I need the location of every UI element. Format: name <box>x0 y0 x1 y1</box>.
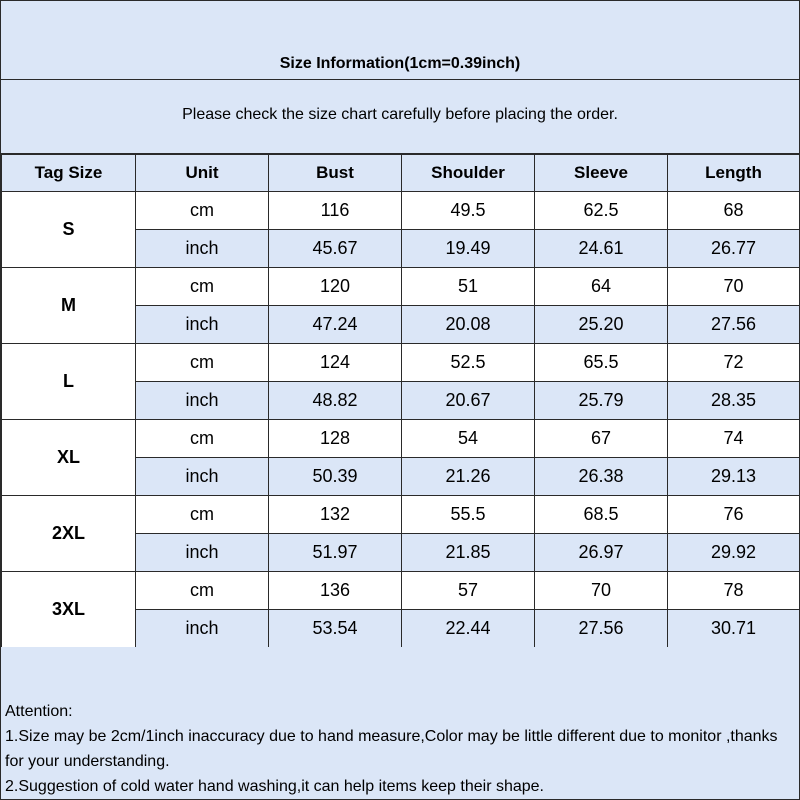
length-cell: 27.56 <box>668 306 800 344</box>
length-cell: 30.71 <box>668 610 800 648</box>
shoulder-cell: 51 <box>402 268 535 306</box>
header-unit: Unit <box>136 155 269 192</box>
tag-size-cell: L <box>2 344 136 420</box>
unit-cell: cm <box>136 192 269 230</box>
sleeve-cell: 62.5 <box>535 192 668 230</box>
sleeve-cell: 27.56 <box>535 610 668 648</box>
attention-notes <box>1 647 799 799</box>
length-cell: 72 <box>668 344 800 382</box>
bust-cell: 47.24 <box>269 306 402 344</box>
shoulder-cell: 52.5 <box>402 344 535 382</box>
table-row <box>2 572 800 610</box>
tag-size-cell: XL <box>2 420 136 496</box>
title-row <box>1 1 799 80</box>
shoulder-cell: 57 <box>402 572 535 610</box>
unit-cell: cm <box>136 268 269 306</box>
notes-line-2: 2.Suggestion of cold water hand washing,it can help items keep their shape. <box>5 778 544 795</box>
table-header-row <box>2 155 800 192</box>
unit-cell: cm <box>136 572 269 610</box>
subtitle-row <box>1 80 799 154</box>
unit-cell: cm <box>136 344 269 382</box>
bust-cell: 136 <box>269 572 402 610</box>
sleeve-cell: 26.38 <box>535 458 668 496</box>
notes-heading: Attention: <box>5 703 73 720</box>
tag-size-cell: M <box>2 268 136 344</box>
sleeve-cell: 26.97 <box>535 534 668 572</box>
bust-cell: 45.67 <box>269 230 402 268</box>
table-row <box>2 420 800 458</box>
unit-cell: cm <box>136 420 269 458</box>
shoulder-cell: 54 <box>402 420 535 458</box>
shoulder-cell: 19.49 <box>402 230 535 268</box>
length-cell: 28.35 <box>668 382 800 420</box>
size-table <box>1 154 800 648</box>
header-shoulder: Shoulder <box>402 155 535 192</box>
sleeve-cell: 67 <box>535 420 668 458</box>
chart-subtitle: Please check the size chart carefully before placing the order. <box>182 106 618 123</box>
table-row <box>2 344 800 382</box>
tag-size-cell: 3XL <box>2 572 136 648</box>
bust-cell: 120 <box>269 268 402 306</box>
unit-cell: inch <box>136 610 269 648</box>
unit-cell: inch <box>136 382 269 420</box>
tag-size-cell: S <box>2 192 136 268</box>
bust-cell: 132 <box>269 496 402 534</box>
bust-cell: 116 <box>269 192 402 230</box>
bust-cell: 50.39 <box>269 458 402 496</box>
shoulder-cell: 20.67 <box>402 382 535 420</box>
sleeve-cell: 65.5 <box>535 344 668 382</box>
length-cell: 26.77 <box>668 230 800 268</box>
header-tag-size: Tag Size <box>2 155 136 192</box>
shoulder-cell: 21.85 <box>402 534 535 572</box>
notes-line-1: 1.Size may be 2cm/1inch inaccuracy due to hand measure,Color may be little different due to monitor ,thanks for your understanding. <box>5 728 778 770</box>
bust-cell: 128 <box>269 420 402 458</box>
header-bust: Bust <box>269 155 402 192</box>
sleeve-cell: 64 <box>535 268 668 306</box>
length-cell: 29.92 <box>668 534 800 572</box>
shoulder-cell: 20.08 <box>402 306 535 344</box>
sleeve-cell: 68.5 <box>535 496 668 534</box>
length-cell: 76 <box>668 496 800 534</box>
sleeve-cell: 24.61 <box>535 230 668 268</box>
table-row <box>2 496 800 534</box>
tag-size-cell: 2XL <box>2 496 136 572</box>
unit-cell: inch <box>136 230 269 268</box>
shoulder-cell: 21.26 <box>402 458 535 496</box>
length-cell: 78 <box>668 572 800 610</box>
bust-cell: 48.82 <box>269 382 402 420</box>
table-row <box>2 268 800 306</box>
unit-cell: inch <box>136 534 269 572</box>
length-cell: 74 <box>668 420 800 458</box>
length-cell: 29.13 <box>668 458 800 496</box>
size-table-body <box>2 192 800 648</box>
length-cell: 68 <box>668 192 800 230</box>
sleeve-cell: 25.20 <box>535 306 668 344</box>
bust-cell: 53.54 <box>269 610 402 648</box>
table-row <box>2 192 800 230</box>
length-cell: 70 <box>668 268 800 306</box>
sleeve-cell: 25.79 <box>535 382 668 420</box>
unit-cell: inch <box>136 458 269 496</box>
shoulder-cell: 49.5 <box>402 192 535 230</box>
shoulder-cell: 55.5 <box>402 496 535 534</box>
header-length: Length <box>668 155 800 192</box>
chart-title: Size Information(1cm=0.39inch) <box>279 55 521 72</box>
bust-cell: 124 <box>269 344 402 382</box>
unit-cell: cm <box>136 496 269 534</box>
bust-cell: 51.97 <box>269 534 402 572</box>
unit-cell: inch <box>136 306 269 344</box>
header-sleeve: Sleeve <box>535 155 668 192</box>
sleeve-cell: 70 <box>535 572 668 610</box>
shoulder-cell: 22.44 <box>402 610 535 648</box>
